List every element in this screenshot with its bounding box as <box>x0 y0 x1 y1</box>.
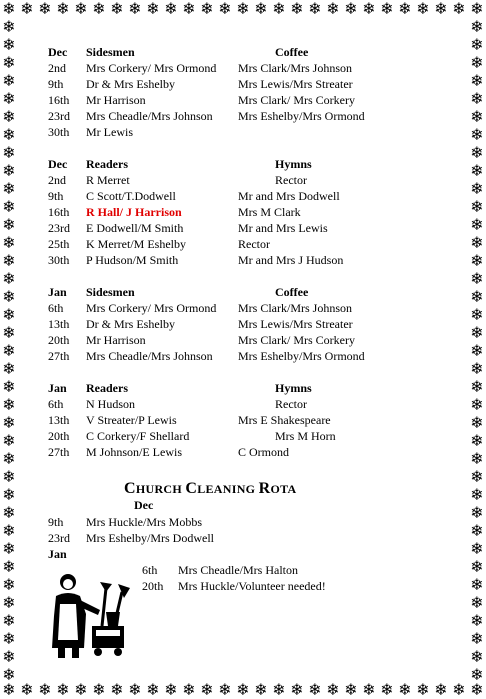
snowflake-icon: ❄ <box>470 359 484 378</box>
snowflake-icon: ❄ <box>290 0 304 18</box>
snowflake-icon: ❄ <box>2 18 16 36</box>
snowflake-icon: ❄ <box>416 681 430 699</box>
snowflake-icon: ❄ <box>128 681 142 699</box>
snowflake-icon: ❄ <box>218 681 232 699</box>
snowflake-icon: ❄ <box>380 0 394 18</box>
snowflake-icon: ❄ <box>2 89 16 108</box>
section-header: Dec Readers Hymns <box>48 157 312 171</box>
section-header: Dec Sidesmen Coffee <box>48 45 309 59</box>
snowflake-icon: ❄ <box>2 377 16 396</box>
snowflake-icon: ❄ <box>2 143 16 162</box>
snowflake-icon: ❄ <box>164 681 178 699</box>
snowflake-icon: ❄ <box>470 539 484 558</box>
snowflake-icon: ❄ <box>2 467 16 486</box>
snowflake-icon: ❄ <box>398 0 412 18</box>
snowflake-icon: ❄ <box>362 0 376 18</box>
snowflake-icon: ❄ <box>2 665 16 681</box>
snowflake-icon: ❄ <box>2 593 16 612</box>
snowflake-icon: ❄ <box>236 681 250 699</box>
snowflake-icon: ❄ <box>416 0 430 18</box>
snowflake-icon: ❄ <box>470 89 484 108</box>
table-row: 23rd E Dodwell/M Smith Mr and Mrs Lewis <box>48 221 328 235</box>
table-row: 20th C Corkery/F Shellard Mrs M Horn <box>48 429 336 443</box>
snowflake-icon: ❄ <box>470 341 484 360</box>
snowflake-icon: ❄ <box>2 71 16 90</box>
snowflake-icon: ❄ <box>146 681 160 699</box>
snowflake-icon: ❄ <box>398 681 412 699</box>
snowflake-icon: ❄ <box>2 395 16 414</box>
table-row: 16th Mr Harrison Mrs Clark/ Mrs Corkery <box>48 93 355 107</box>
snowflake-icon: ❄ <box>2 107 16 126</box>
snowflake-icon: ❄ <box>2 557 16 576</box>
snowflake-icon: ❄ <box>434 681 448 699</box>
snowflake-icon: ❄ <box>470 251 484 270</box>
snowflake-icon: ❄ <box>74 681 88 699</box>
cleaner-with-trolley-icon <box>44 570 136 662</box>
table-row: 13th Dr & Mrs Eshelby Mrs Lewis/Mrs Streater <box>48 317 353 331</box>
snowflake-icon: ❄ <box>2 161 16 180</box>
table-row: 6th Mrs Corkery/ Mrs Ormond Mrs Clark/Mrs Johnson <box>48 301 353 315</box>
snowflake-icon: ❄ <box>200 0 214 18</box>
snowflake-icon: ❄ <box>2 233 16 252</box>
snowflake-icon: ❄ <box>470 395 484 414</box>
snowflake-icon: ❄ <box>470 269 484 288</box>
snowflake-icon: ❄ <box>470 161 484 180</box>
snowflake-icon: ❄ <box>254 0 268 18</box>
table-row: 20th Mr Harrison Mrs Clark/ Mrs Corkery <box>48 333 355 347</box>
snowflake-icon: ❄ <box>164 0 178 18</box>
table-row: 9th C Scott/T.Dodwell Mr and Mrs Dodwell <box>48 189 340 203</box>
snowflake-icon: ❄ <box>2 323 16 342</box>
snowflake-icon: ❄ <box>470 629 484 648</box>
snowflake-icon: ❄ <box>470 503 484 522</box>
snowflake-icon: ❄ <box>200 681 214 699</box>
snowflake-icon: ❄ <box>2 287 16 306</box>
snowflake-icon: ❄ <box>470 125 484 144</box>
snowflake-icon: ❄ <box>2 611 16 630</box>
border-right <box>468 18 486 681</box>
snowflake-icon: ❄ <box>56 681 70 699</box>
list-item: 23rd Mrs Eshelby/Mrs Dodwell <box>48 531 214 545</box>
table-row: 25th K Merret/M Eshelby Rector <box>48 237 270 251</box>
snowflake-icon: ❄ <box>470 305 484 324</box>
snowflake-icon: ❄ <box>470 449 484 468</box>
snowflake-icon: ❄ <box>470 197 484 216</box>
snowflake-icon: ❄ <box>2 35 16 54</box>
snowflake-icon: ❄ <box>470 143 484 162</box>
rota-content <box>48 44 448 460</box>
snowflake-icon: ❄ <box>38 681 52 699</box>
snowflake-icon: ❄ <box>470 377 484 396</box>
table-row: 23rd Mrs Cheadle/Mrs Johnson Mrs Eshelby/Mrs Ormond <box>48 109 365 123</box>
snowflake-icon: ❄ <box>470 521 484 540</box>
snowflake-icon: ❄ <box>110 0 124 18</box>
snowflake-icon: ❄ <box>2 215 16 234</box>
snowflake-icon: ❄ <box>470 593 484 612</box>
snowflake-icon: ❄ <box>2 359 16 378</box>
snowflake-icon: ❄ <box>470 0 484 18</box>
snowflake-icon: ❄ <box>326 0 340 18</box>
snowflake-icon: ❄ <box>254 681 268 699</box>
snowflake-icon: ❄ <box>434 0 448 18</box>
list-item: 6th Mrs Cheadle/Mrs Halton <box>142 563 298 577</box>
snowflake-icon: ❄ <box>236 0 250 18</box>
table-row: 27th M Johnson/E Lewis C Ormond <box>48 445 289 459</box>
table-row: 30th Mr Lewis <box>48 125 133 139</box>
snowflake-icon: ❄ <box>470 485 484 504</box>
snowflake-icon: ❄ <box>2 341 16 360</box>
table-row: 2nd Mrs Corkery/ Mrs Ormond Mrs Clark/Mrs Johnson <box>48 61 353 75</box>
table-row: 6th N Hudson Rector <box>48 397 307 411</box>
snowflake-icon: ❄ <box>470 413 484 432</box>
snowflake-icon: ❄ <box>2 539 16 558</box>
snowflake-icon: ❄ <box>2 251 16 270</box>
snowflake-icon: ❄ <box>470 53 484 72</box>
snowflake-icon: ❄ <box>470 107 484 126</box>
snowflake-icon: ❄ <box>92 681 106 699</box>
snowflake-icon: ❄ <box>2 485 16 504</box>
snowflake-icon: ❄ <box>2 269 16 288</box>
snowflake-icon: ❄ <box>182 0 196 18</box>
table-row: 30th P Hudson/M Smith Mr and Mrs J Hudson <box>48 253 344 267</box>
cleaning-jan-list <box>142 562 442 594</box>
snowflake-icon: ❄ <box>308 0 322 18</box>
table-row: 13th V Streater/P Lewis Mrs E Shakespeare <box>48 413 331 427</box>
section-header: Jan Readers Hymns <box>48 381 312 395</box>
snowflake-icon: ❄ <box>146 0 160 18</box>
list-item: 9th Mrs Huckle/Mrs Mobbs <box>48 515 202 529</box>
cleaning-jan-label: Jan <box>48 547 67 561</box>
snowflake-icon: ❄ <box>92 0 106 18</box>
list-item: 20th Mrs Huckle/Volunteer needed! <box>142 579 326 593</box>
snowflake-icon: ❄ <box>470 611 484 630</box>
snowflake-icon: ❄ <box>218 0 232 18</box>
snowflake-icon: ❄ <box>470 681 484 699</box>
snowflake-icon: ❄ <box>2 125 16 144</box>
snowflake-icon: ❄ <box>470 233 484 252</box>
table-row: 2nd R Merret Rector <box>48 173 307 187</box>
snowflake-icon: ❄ <box>2 647 16 666</box>
snowflake-icon: ❄ <box>2 681 16 699</box>
snowflake-icon: ❄ <box>470 323 484 342</box>
snowflake-icon: ❄ <box>470 215 484 234</box>
snowflake-icon: ❄ <box>380 681 394 699</box>
cleaning-rota-title: CHURCH CLEANING ROTA <box>124 480 297 497</box>
snowflake-icon: ❄ <box>20 0 34 18</box>
snowflake-icon: ❄ <box>344 681 358 699</box>
snowflake-icon: ❄ <box>2 575 16 594</box>
snowflake-icon: ❄ <box>452 0 466 18</box>
snowflake-icon: ❄ <box>2 413 16 432</box>
snowflake-icon: ❄ <box>470 179 484 198</box>
snowflake-icon: ❄ <box>344 0 358 18</box>
snowflake-icon: ❄ <box>110 681 124 699</box>
snowflake-icon: ❄ <box>290 681 304 699</box>
snowflake-icon: ❄ <box>38 0 52 18</box>
border-left <box>0 18 18 681</box>
snowflake-icon: ❄ <box>470 665 484 681</box>
snowflake-icon: ❄ <box>56 0 70 18</box>
cleaning-dec-list <box>48 514 448 562</box>
snowflake-icon: ❄ <box>470 467 484 486</box>
snowflake-icon: ❄ <box>470 35 484 54</box>
snowflake-icon: ❄ <box>470 431 484 450</box>
snowflake-icon: ❄ <box>470 557 484 576</box>
table-row-highlighted: 16th R Hall/ J Harrison Mrs M Clark <box>48 205 301 219</box>
snowflake-icon: ❄ <box>470 287 484 306</box>
snowflake-icon: ❄ <box>272 681 286 699</box>
snowflake-icon: ❄ <box>2 197 16 216</box>
snowflake-icon: ❄ <box>308 681 322 699</box>
snowflake-icon: ❄ <box>128 0 142 18</box>
snowflake-icon: ❄ <box>2 503 16 522</box>
border-top <box>0 0 486 18</box>
border-bottom <box>0 681 486 699</box>
snowflake-icon: ❄ <box>2 629 16 648</box>
snowflake-icon: ❄ <box>2 431 16 450</box>
cleaning-dec-label: Dec <box>134 498 154 512</box>
snowflake-icon: ❄ <box>74 0 88 18</box>
snowflake-icon: ❄ <box>2 449 16 468</box>
snowflake-icon: ❄ <box>2 305 16 324</box>
snowflake-icon: ❄ <box>326 681 340 699</box>
snowflake-icon: ❄ <box>182 681 196 699</box>
snowflake-icon: ❄ <box>2 521 16 540</box>
snowflake-icon: ❄ <box>470 18 484 36</box>
snowflake-icon: ❄ <box>2 0 16 18</box>
snowflake-icon: ❄ <box>452 681 466 699</box>
snowflake-icon: ❄ <box>2 179 16 198</box>
snowflake-icon: ❄ <box>272 0 286 18</box>
snowflake-icon: ❄ <box>362 681 376 699</box>
snowflake-icon: ❄ <box>2 53 16 72</box>
highlighted-readers: R Hall/ J Harrison <box>86 205 182 219</box>
snowflake-icon: ❄ <box>470 647 484 666</box>
section-header: Jan Sidesmen Coffee <box>48 285 309 299</box>
snowflake-icon: ❄ <box>20 681 34 699</box>
table-row: 27th Mrs Cheadle/Mrs Johnson Mrs Eshelby/Mrs Ormond <box>48 349 365 363</box>
table-row: 9th Dr & Mrs Eshelby Mrs Lewis/Mrs Streater <box>48 77 353 91</box>
snowflake-icon: ❄ <box>470 71 484 90</box>
snowflake-icon: ❄ <box>470 575 484 594</box>
